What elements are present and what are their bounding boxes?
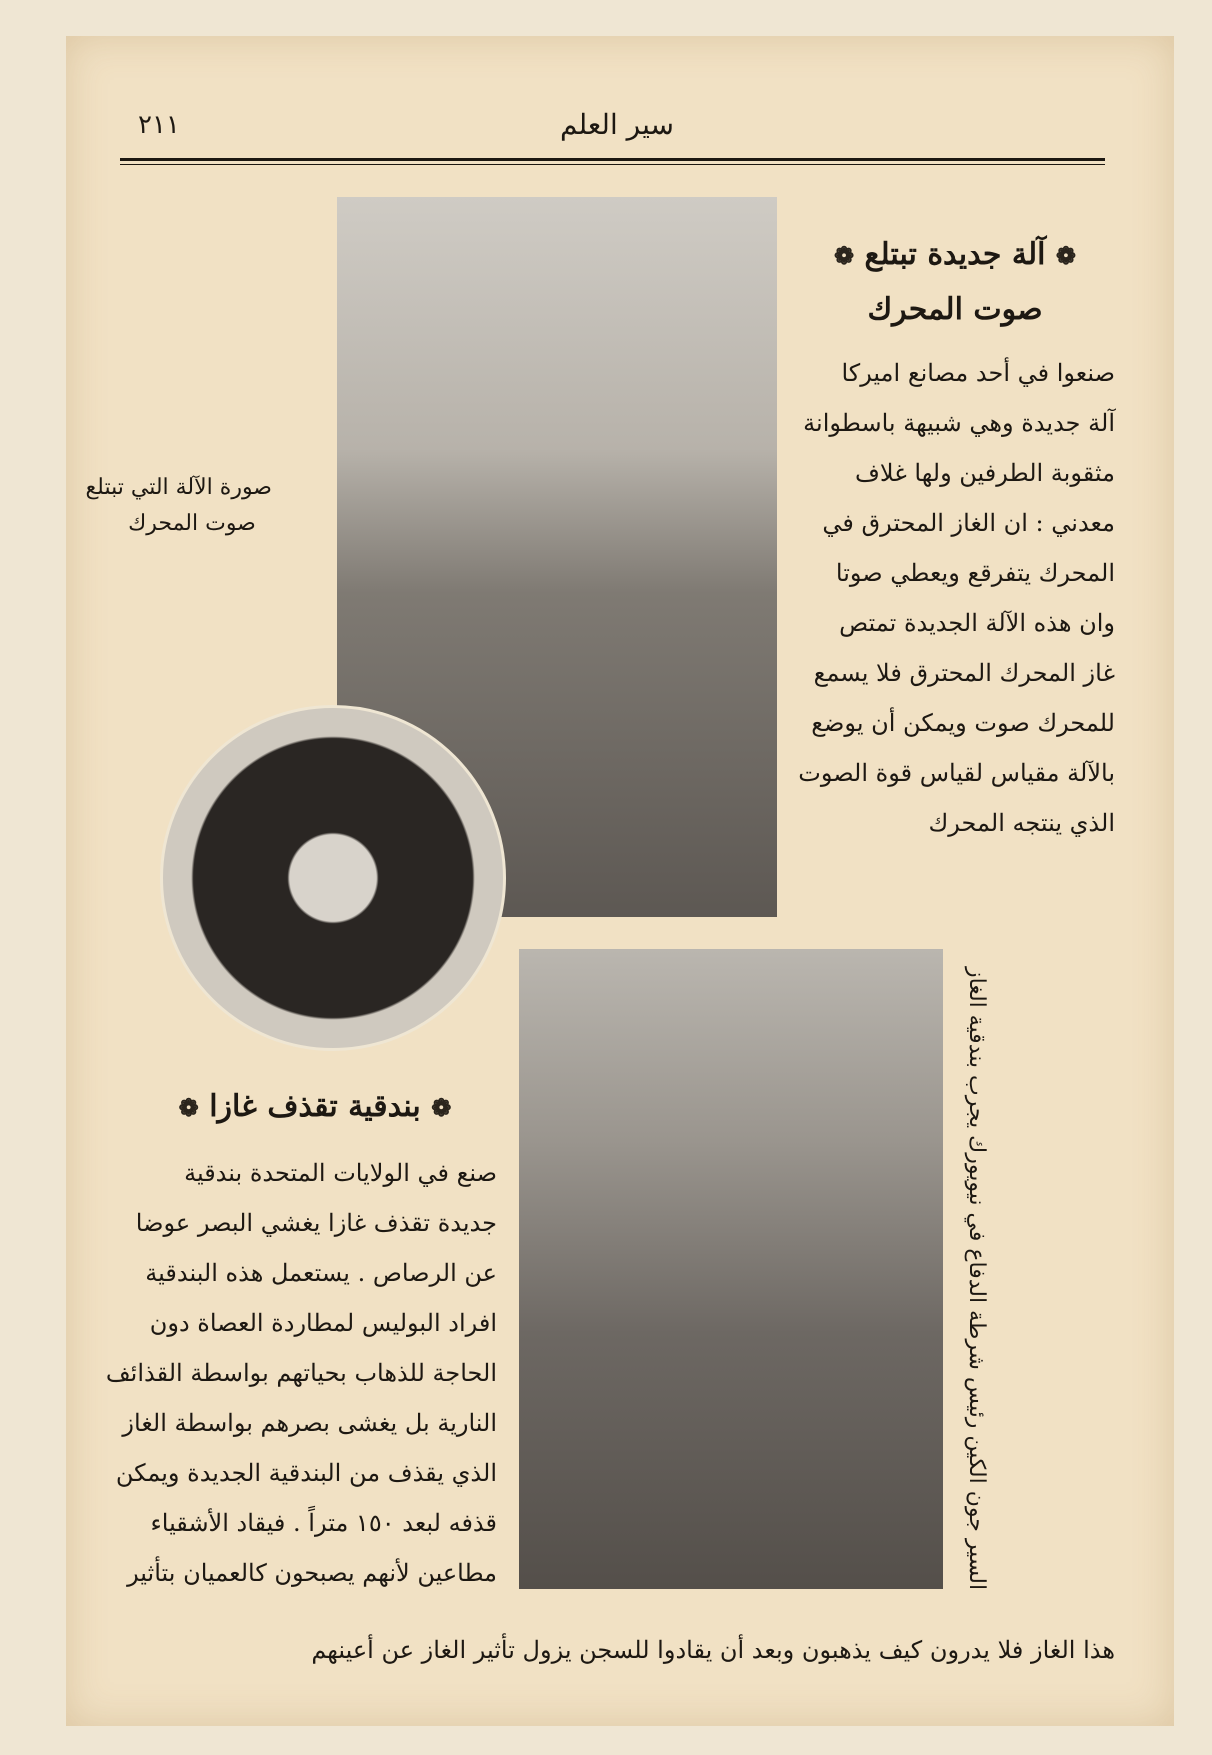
ornament-icon: ❁ xyxy=(833,241,855,270)
body-line: قذفه لبعد ١٥٠ متراً . فيقاد الأشقياء xyxy=(150,1509,497,1537)
body-line: الذي يقذف من البندقية الجديدة ويمكن xyxy=(115,1459,497,1487)
body-line: غاز المحرك المحترق فلا يسمع xyxy=(813,659,1115,687)
body-line: معدني : ان الغاز المحترق في xyxy=(822,509,1115,537)
body-line: المحرك يتفرقع ويعطي صوتا xyxy=(835,559,1115,587)
photo-detail-circle xyxy=(160,705,506,1051)
ornament-icon: ❁ xyxy=(431,1093,452,1122)
page-header xyxy=(120,100,1105,170)
ornament-icon: ❁ xyxy=(1055,241,1077,270)
body-line: آلة جديدة وهي شبيهة باسطوانة xyxy=(803,409,1115,437)
caption-line: صوت المحرك xyxy=(128,511,256,536)
body-line: مطاعين لأنهم يصبحون كالعميان بتأثير xyxy=(127,1559,497,1587)
photo2-caption: السير جون الكين رئيس شرطة الدفاع في نيويورك يجرب بندقية الغاز xyxy=(964,966,989,1590)
article2-title: بندقية تقذف غازا xyxy=(209,1089,421,1124)
header-rule xyxy=(120,158,1105,161)
body-line: النارية بل يغشى بصرهم بواسطة الغاز xyxy=(122,1409,497,1437)
article1-title-line1: آلة جديدة تبتلع xyxy=(864,237,1046,272)
body-line: عن الرصاص . يستعمل هذه البندقية xyxy=(145,1259,497,1287)
body-line: للمحرك صوت ويمكن أن يوضع xyxy=(811,709,1115,737)
article2-tail: هذا الغاز فلا يدرون كيف يذهبون وبعد أن يقادوا للسجن يزول تأثير الغاز عن أعينهم xyxy=(311,1636,1115,1664)
article1-heading xyxy=(800,228,1110,337)
running-title: سير العلم xyxy=(560,108,674,141)
body-line: صنعوا في أحد مصانع اميركا xyxy=(841,359,1115,387)
photo-gas-rifle xyxy=(519,949,943,1589)
article2-heading xyxy=(160,1080,470,1135)
article1-body xyxy=(800,348,1115,848)
article2-body xyxy=(105,1148,497,1598)
body-line: بالآلة مقياس لقياس قوة الصوت xyxy=(798,759,1115,787)
caption-line: صورة الآلة التي تبتلع xyxy=(85,475,272,500)
body-line: وان هذه الآلة الجديدة تمتص xyxy=(839,609,1115,637)
body-line: الحاجة للذهاب بحياتهم بواسطة القذائف xyxy=(105,1359,497,1387)
header-rule-thin xyxy=(120,164,1105,165)
photo1-caption xyxy=(85,470,272,542)
body-line: الذي ينتجه المحرك xyxy=(928,809,1115,837)
body-line: مثقوبة الطرفين ولها غلاف xyxy=(855,459,1115,487)
body-line: جديدة تقذف غازا يغشي البصر عوضا xyxy=(135,1209,497,1237)
ornament-icon: ❁ xyxy=(178,1093,199,1122)
page-number: ٢١١ xyxy=(138,110,180,140)
article1-title-line2: صوت المحرك xyxy=(867,292,1043,327)
body-line: افراد البوليس لمطاردة العصاة دون xyxy=(149,1309,497,1337)
body-line: صنع في الولايات المتحدة بندقية xyxy=(184,1159,497,1187)
